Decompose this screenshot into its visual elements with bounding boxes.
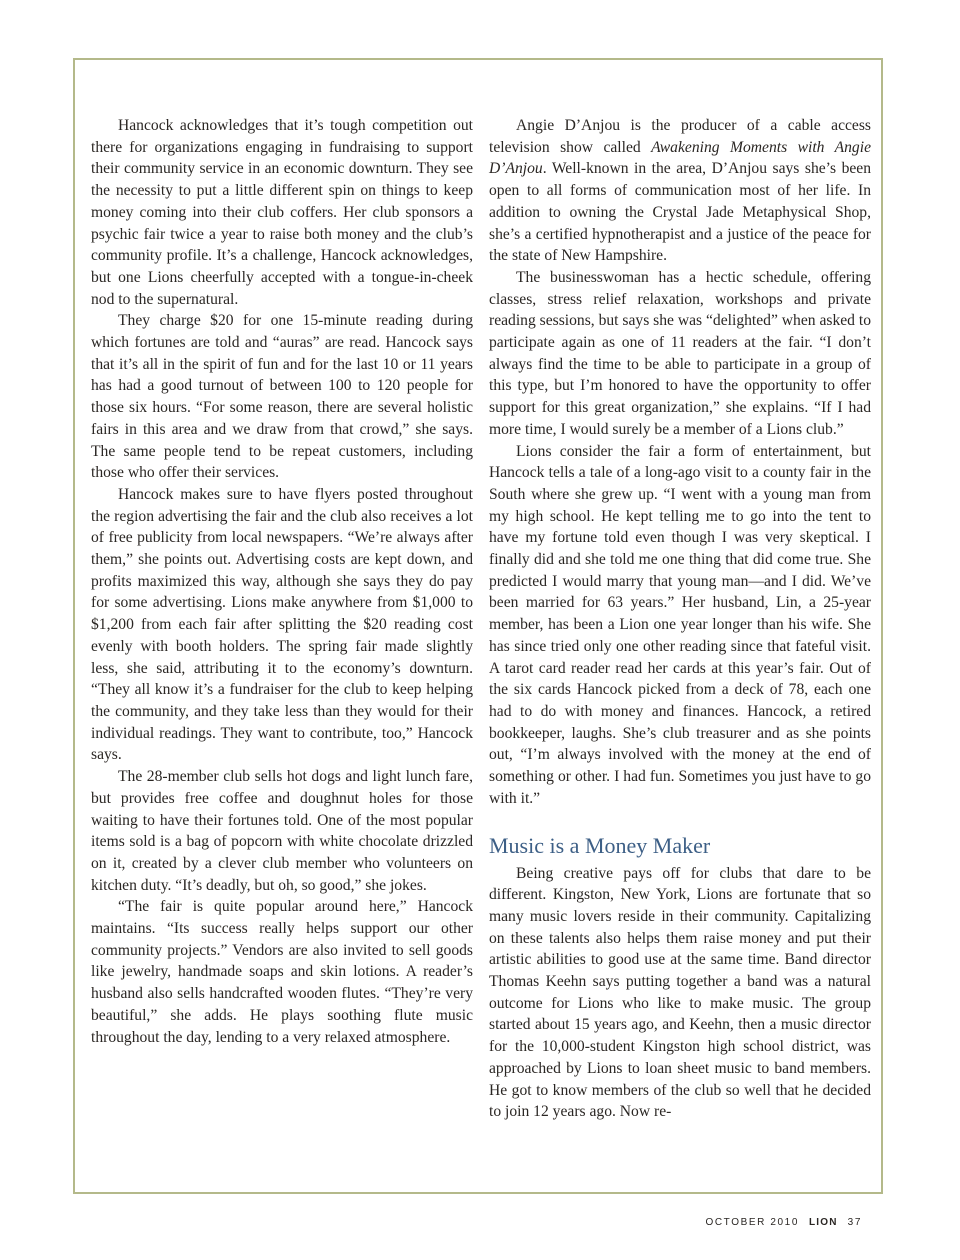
paragraph: Hancock makes sure to have flyers posted throughout the region advertising the fair and the club also receives a lot of free publicity from local newspapers. “We’re always after them,” she points out. Advertising costs are kept down, and profits maximized this way, although she says they do pay for some advertising. Lions make anywhere from $1,000 to $1,200 from each fair after splitting the $20 reading cost evenly with booth holders. The spring fair made slightly less, she said, attributing it to the economy’s downturn. “They all know it’s a fundraiser for the club to keep helping the community, and they take less than they would for their individual readings. They want to contribute, too,” Hancock says. <box>91 485 473 764</box>
paragraph: They charge $20 for one 15-minute reading during which fortunes are told and “auras” are read. Hancock says that it’s all in the spirit of fun and for the last 10 or 11 years has had a good turnout of between 100 to 120 people for those six hours. “For some reason, there are several holistic fairs in this area and we draw from that crowd,” she says. The same people tend to be repeat customers, including those who offer their services. <box>91 312 473 482</box>
page-number: 37 <box>847 1217 862 1228</box>
paragraph: The businesswoman has a hectic schedule, offering classes, stress relief relaxation, workshops and private reading sessions, but says she was “delighted” when asked to participate again as one of 11 readers at the fair. “I don’t always find the time to be able to participate in a group of this type, but I’m honored to have the opportunity to offer support for this great organization,” she explains. “If I had more time, I would surely be a member of a Lions club.” <box>489 268 871 438</box>
paragraph: “The fair is quite popular around here,” Hancock maintains. “Its success really helps support our other community projects.” Vendors are also invited to sell goods like jewelry, handmade soaps and skin lotions. A reader’s husband also sells handcrafted wooden flutes. “They’re very beautiful,” she adds. He plays soothing flute music throughout the day, lending to a very relaxed atmosphere. <box>91 898 473 1046</box>
page-footer <box>705 1217 862 1228</box>
magazine-name: LION <box>808 1217 838 1228</box>
issue-date: OCTOBER 2010 <box>705 1217 799 1228</box>
right-column <box>489 115 871 1123</box>
paragraph-text: . Well-known in the area, D’Anjou says she’s been open to all forms of communication most of her life. In addition to owning the Crystal Jade Metaphysical Shop, she’s a certified hypnotherapist and a justice of the peace for the state of New Hampshire. <box>489 160 871 265</box>
section-heading: Music is a Money Maker <box>489 832 711 858</box>
paragraph: Lions consider the fair a form of entertainment, but Hancock tells a tale of a long-ago visit to a county fair in the South where she grew up. “I went with a young man from my high school. He kept telling me to go into the tent to have my fortune told even though I was very skeptical. I finally did and she told me one thing that did come true. She predicted I would marry that young man—and I did. We’ve been married for 63 years.” Her husband, Lin, a 25-year member, has been a Lion one year longer than his wife. She has since tried only one other reading since that fateful visit. A tarot card reader read her cards at this year’s fair. Out of the six cards Hancock picked from a deck of 78, each one had to do with money and finances. Hancock, a retired bookkeeper, laughs. She’s club treasurer and as she points out, “I’m always involved with the money at the end of something or other. I had fun. Sometimes you just have to go with it.” <box>489 442 871 807</box>
paragraph <box>489 115 871 267</box>
paragraph: Hancock acknowledges that it’s tough competition out there for organizations engaging in fundraising to support their community service in an economic downturn. They see the necessity to put a little different spin on things to keep money coming into their club coffers. Her club sponsors a psychic fair twice a year to raise both money and the club’s community profile. It’s a challenge, Hancock acknowledges, but one Lions cheerfully accepted with a tongue-in-cheek nod to the supernatural. <box>91 117 473 308</box>
left-column <box>91 115 473 1048</box>
show-title: Awakening Moments with Angie D’Anjou <box>489 138 871 178</box>
paragraph: The 28-member club sells hot dogs and light lunch fare, but provides free coffee and doughnut holes for those waiting to have their fortunes told. One of the most popular items sold is a bag of popcorn with white chocolate drizzled on it, created by a clever club member who volunteers on kitchen duty. “It’s deadly, but oh, so good,” she jokes. <box>91 768 473 894</box>
paragraph-text: Angie D’Anjou is the producer of a cable access television show called <box>489 117 871 156</box>
paragraph: Being creative pays off for clubs that dare to be different. Kingston, New York, Lions are fortunate that so many music lovers reside in their community. Capitalizing on these talents also helps them raise money and put their artistic abilities to good use at the same time. Band director Thomas Keehn says putting together a band was a natural outcome for Lions who like to make music. The group started about 15 years ago, and Keehn, then a music director for the 10,000-student Kingston high school district, was approached by Lions to loan sheet music to band members. He got to know members of the club so well that he decided to join 12 years ago. Now re- <box>489 864 871 1121</box>
